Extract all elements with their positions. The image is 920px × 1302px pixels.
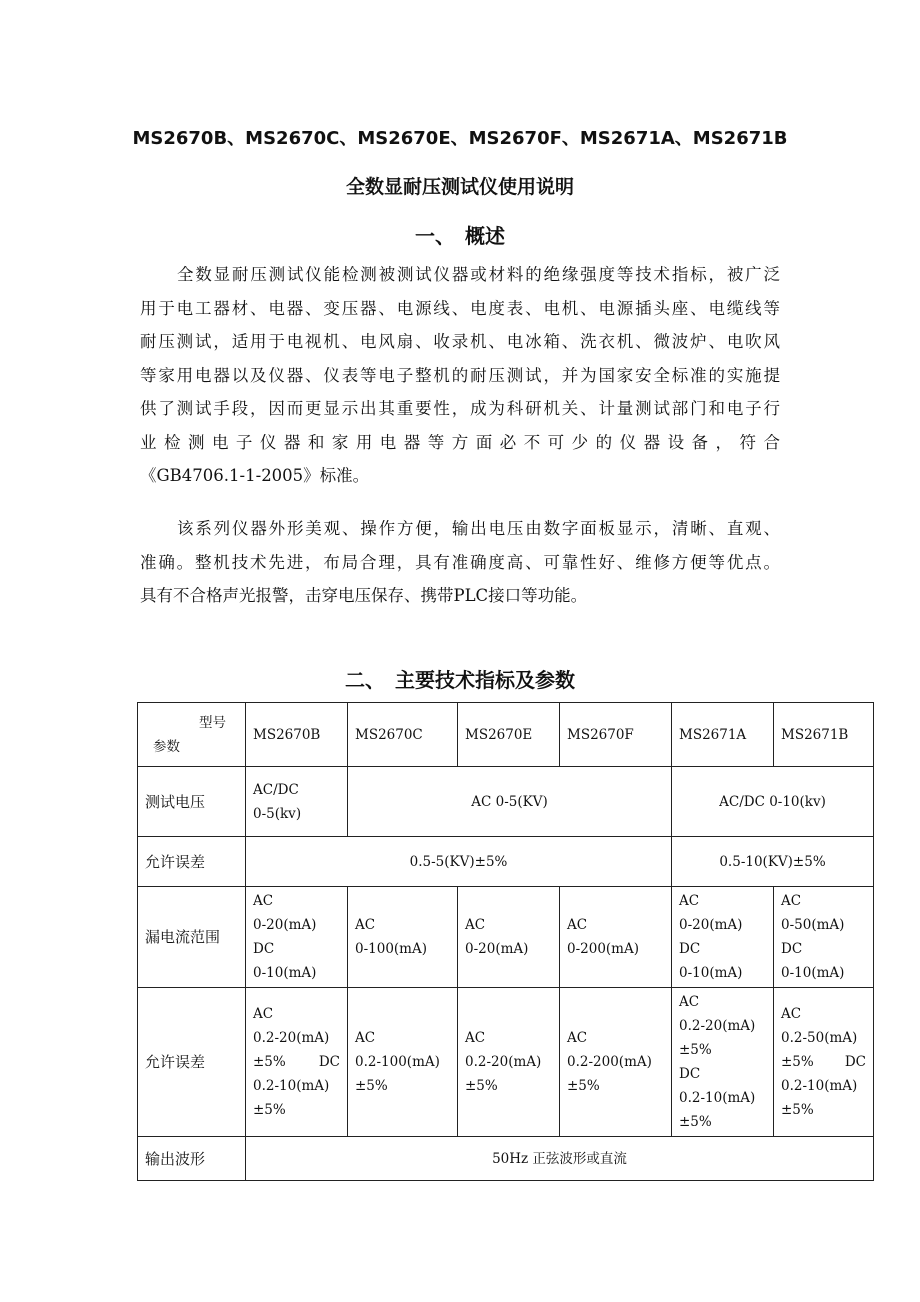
voltage-cell-ms2670b bbox=[246, 767, 348, 837]
table-corner-cell bbox=[138, 703, 246, 767]
cell-text: 0-50(mA) bbox=[781, 917, 845, 933]
cell-text: DC bbox=[679, 941, 701, 957]
cell-text: DC bbox=[781, 941, 803, 957]
text-line: 全数显耐压测试仪能检测被测试仪器或材料的绝缘强度等技术指标，被广泛 bbox=[177, 265, 780, 284]
cell-text: AC bbox=[465, 917, 486, 933]
models-heading: MS2670B、MS2670C、MS2670E、MS2670F、MS2671A、MS2671B bbox=[132, 128, 788, 149]
cell-text: 0.2-20(mA) bbox=[253, 1030, 330, 1046]
cell-text: ±5% bbox=[567, 1078, 600, 1094]
specifications-table bbox=[137, 702, 874, 1181]
table-row-current-error bbox=[138, 988, 874, 1137]
cell-text: 0.2-200(mA) bbox=[567, 1054, 652, 1070]
cell-text: 0-20(mA) bbox=[679, 917, 743, 933]
table-row-output-waveform bbox=[138, 1137, 874, 1181]
row-label: 漏电流范围 bbox=[138, 887, 246, 988]
leak-cell-ms2670c bbox=[348, 887, 458, 988]
cell-text: 0-10(mA) bbox=[679, 965, 743, 981]
current-error-cell-ms2670b bbox=[246, 988, 348, 1137]
cell-text: ±5% bbox=[253, 1054, 286, 1070]
cell-text: 0-5(kv) bbox=[253, 805, 302, 822]
cell-text: AC bbox=[355, 917, 376, 933]
table-row-test-voltage bbox=[138, 767, 874, 837]
cell-text: AC bbox=[465, 1030, 486, 1046]
cell-text: AC bbox=[253, 1006, 274, 1022]
cell-text: AC bbox=[567, 1030, 588, 1046]
cell-text: 0.2-50(mA) bbox=[781, 1030, 858, 1046]
cell-text-pair bbox=[781, 1050, 866, 1074]
row-label: 输出波形 bbox=[138, 1137, 246, 1181]
document-title: 全数显耐压测试仪使用说明 bbox=[345, 176, 574, 198]
cell-text: 0.2-100(mA) bbox=[355, 1054, 440, 1070]
model-header: MS2670F bbox=[560, 703, 672, 767]
cell-text: ±5% bbox=[465, 1078, 498, 1094]
current-error-cell-ms2670f bbox=[560, 988, 672, 1137]
cell-text: 0.2-20(mA) bbox=[679, 1018, 756, 1034]
cell-text-pair bbox=[253, 1050, 340, 1074]
cell-text: DC bbox=[844, 1054, 866, 1070]
cell-text: 0.2-10(mA) bbox=[781, 1078, 858, 1094]
cell-text: 0-100(mA) bbox=[355, 941, 428, 957]
leak-cell-ms2670f bbox=[560, 887, 672, 988]
voltage-cell-cef: AC 0-5(KV) bbox=[348, 767, 672, 837]
cell-text: AC bbox=[253, 893, 274, 909]
cell-text: 0.2-10(mA) bbox=[679, 1090, 756, 1106]
current-error-cell-ms2671b bbox=[774, 988, 874, 1137]
cell-text: 0-200(mA) bbox=[567, 941, 640, 957]
section-overview-heading: 一、 概述 bbox=[415, 224, 505, 248]
cell-text: 0-10(mA) bbox=[253, 965, 317, 981]
cell-text: AC bbox=[567, 917, 588, 933]
text-line: 耐压测试，适用于电视机、电风扇、收录机、电冰箱、洗衣机、微波炉、电吹风 bbox=[140, 332, 780, 351]
cell-text: AC/DC bbox=[253, 781, 299, 798]
model-header: MS2671A bbox=[672, 703, 774, 767]
cell-text: ±5% bbox=[355, 1078, 388, 1094]
cell-text: 0-10(mA) bbox=[781, 965, 845, 981]
current-error-cell-ms2671a bbox=[672, 988, 774, 1137]
error-cell-ms2670: 0.5-5(KV)±5% bbox=[246, 837, 672, 887]
table-row-voltage-error bbox=[138, 837, 874, 887]
row-label: 允许误差 bbox=[138, 988, 246, 1137]
leak-cell-ms2670e bbox=[458, 887, 560, 988]
current-error-cell-ms2670c bbox=[348, 988, 458, 1137]
cell-text: ±5% bbox=[679, 1042, 712, 1058]
text-line: 《GB4706.1-1-2005》标准。 bbox=[140, 466, 370, 485]
text-line: 该系列仪器外形美观、操作方便，输出电压由数字面板显示，清晰、直观、 bbox=[177, 519, 780, 538]
row-label: 测试电压 bbox=[138, 767, 246, 837]
cell-text: DC bbox=[253, 941, 275, 957]
model-header: MS2670E bbox=[458, 703, 560, 767]
waveform-cell: 50Hz 正弦波形或直流 bbox=[246, 1137, 874, 1181]
cell-text: ±5% bbox=[679, 1114, 712, 1130]
cell-text: DC bbox=[679, 1066, 701, 1082]
cell-text: ±5% bbox=[253, 1102, 286, 1118]
cell-text: ±5% bbox=[781, 1054, 814, 1070]
cell-text: 0-20(mA) bbox=[465, 941, 529, 957]
table-row-leakage-range bbox=[138, 887, 874, 988]
corner-model-label: 型号 bbox=[199, 714, 226, 731]
cell-text: AC bbox=[355, 1030, 376, 1046]
model-header: MS2670B bbox=[246, 703, 348, 767]
cell-text: 0.2-10(mA) bbox=[253, 1078, 330, 1094]
text-line: 准确。整机技术先进，布局合理，具有准确度高、可靠性好、维修方便等优点。 bbox=[140, 552, 780, 572]
text-line: 具有不合格声光报警，击穿电压保存、携带PLC接口等功能。 bbox=[140, 586, 588, 605]
leak-cell-ms2671a bbox=[672, 887, 774, 988]
cell-text: AC bbox=[781, 893, 802, 909]
cell-text: AC bbox=[679, 893, 700, 909]
current-error-cell-ms2670e bbox=[458, 988, 560, 1137]
overview-paragraph-1 bbox=[140, 258, 780, 493]
cell-text: AC bbox=[781, 1006, 802, 1022]
text-line: 用于电工器材、电器、变压器、电源线、电度表、电机、电源插头座、电缆线等 bbox=[140, 298, 780, 318]
leak-cell-ms2671b bbox=[774, 887, 874, 988]
cell-text: 0.2-20(mA) bbox=[465, 1054, 542, 1070]
leak-cell-ms2670b bbox=[246, 887, 348, 988]
model-header: MS2671B bbox=[774, 703, 874, 767]
text-line: 等家用电器以及仪器、仪表等电子整机的耐压测试，并为国家安全标准的实施提 bbox=[140, 365, 780, 385]
text-line: 供了测试手段，因而更显示出其重要性，成为科研机关、计量测试部门和电子行 bbox=[140, 399, 780, 418]
voltage-cell-ms2671: AC/DC 0-10(kv) bbox=[672, 767, 874, 837]
table-header-row bbox=[138, 703, 874, 767]
section-specs-heading: 二、 主要技术指标及参数 bbox=[345, 668, 575, 692]
cell-text: AC bbox=[679, 994, 700, 1010]
text-line: 业检测电子仪器和家用电器等方面必不可少的仪器设备，符合 bbox=[140, 432, 780, 452]
cell-text: 0-20(mA) bbox=[253, 917, 317, 933]
cell-text: DC bbox=[318, 1054, 340, 1070]
overview-paragraph-2 bbox=[140, 512, 780, 613]
row-label: 允许误差 bbox=[138, 837, 246, 887]
error-cell-ms2671: 0.5-10(KV)±5% bbox=[672, 837, 874, 887]
corner-param-label: 参数 bbox=[153, 738, 180, 755]
cell-text: ±5% bbox=[781, 1102, 814, 1118]
model-header: MS2670C bbox=[348, 703, 458, 767]
